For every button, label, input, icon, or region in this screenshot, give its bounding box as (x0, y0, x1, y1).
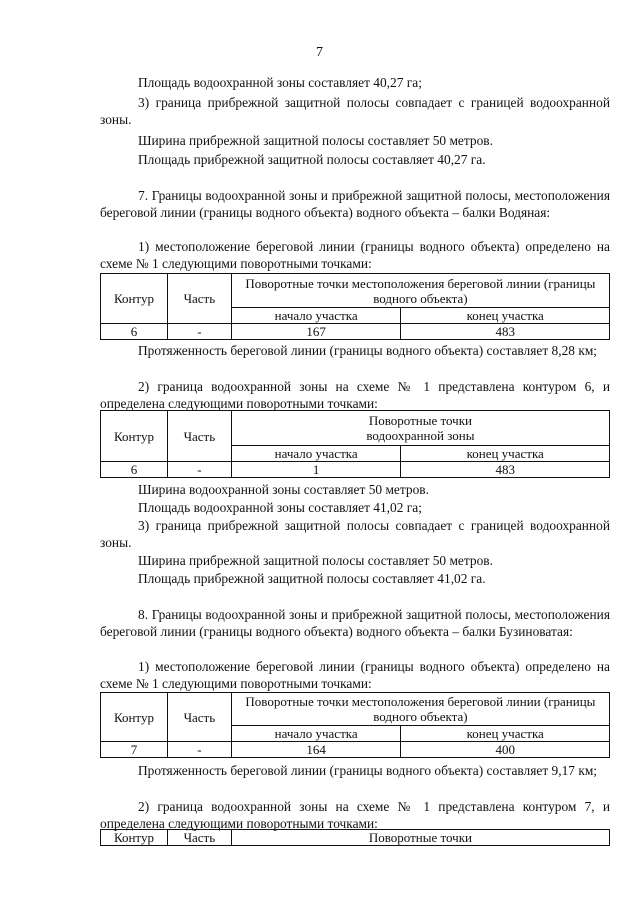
cell-start: 164 (231, 742, 401, 758)
col-end: конец участка (401, 446, 610, 462)
section-8-item-1: 1) местоположение береговой линии (границы водного объекта) определено на схеме № 1 следующими поворотными точками: (100, 659, 610, 692)
col-turning-points-line-1: Поворотные точки (368, 413, 472, 428)
cell-part: - (167, 742, 231, 758)
cell-part: - (167, 324, 231, 340)
cell-end: 483 (401, 324, 610, 340)
col-start: начало участка (231, 308, 401, 324)
col-turning-points (231, 411, 609, 446)
col-part: Часть (167, 411, 231, 462)
water-zone-area-text: Площадь водоохранной зоны составляет 40,27 га; (138, 75, 422, 90)
cell-end: 483 (401, 462, 610, 478)
cell-end: 400 (401, 742, 610, 758)
col-part: Часть (167, 693, 231, 742)
col-turning-points-line-2: водоохранной зоны (366, 428, 475, 443)
zone-width-text: Ширина водоохранной зоны составляет 50 метров. (138, 482, 429, 497)
table-row (101, 324, 610, 340)
col-turning-points: Поворотные точки местоположения береговой линии (границы водного объекта) (231, 693, 609, 726)
col-contour: Контур (101, 411, 168, 462)
col-contour: Контур (101, 274, 168, 324)
cell-contour: 7 (101, 742, 168, 758)
section-8-shoreline-table (100, 692, 610, 758)
strip-width-text: Ширина прибрежной защитной полосы составляет 50 метров. (138, 133, 493, 148)
col-turning-points: Поворотные точки (231, 830, 609, 846)
strip-area-text: Площадь прибрежной защитной полосы составляет 40,27 га. (138, 152, 486, 167)
section-8-heading: 8. Границы водоохранной зоны и прибрежной защитной полосы, местоположения береговой линии (границы водного объекта) водного объекта – балки Бузиноватая: (100, 607, 610, 640)
cell-contour: 6 (101, 462, 168, 478)
section-8-length: Протяженность береговой линии (границы водного объекта) составляет 9,17 км; (138, 763, 598, 778)
col-turning-points: Поворотные точки местоположения береговой линии (границы водного объекта) (231, 274, 609, 308)
section-7-item-1: 1) местоположение береговой линии (границы водного объекта) определено на схеме № 1 следующими поворотными точками: (100, 239, 610, 272)
section-7-item-2: 2) граница водоохранной зоны на схеме № 1 представлена контуром 6, и определена следующими поворотными точками: (100, 379, 610, 412)
table-row (101, 462, 610, 478)
col-contour: Контур (101, 830, 168, 846)
col-contour: Контур (101, 693, 168, 742)
section-7-strip-width: Ширина прибрежной защитной полосы составляет 50 метров. (138, 553, 493, 568)
section-8-item-2: 2) граница водоохранной зоны на схеме № 1 представлена контуром 7, и определена следующими поворотными точками: (100, 799, 610, 832)
cell-start: 1 (231, 462, 401, 478)
col-part: Часть (167, 830, 231, 846)
col-start: начало участка (231, 446, 401, 462)
zone-area-text: Площадь водоохранной зоны составляет 41,02 га; (138, 500, 422, 515)
page-number: 7 (316, 45, 323, 60)
section-7-water-zone-table (100, 410, 610, 478)
section-7-heading: 7. Границы водоохранной зоны и прибрежной защитной полосы, местоположения береговой линии (границы водного объекта) водного объекта – балки Водяная: (100, 188, 610, 221)
section-7-shoreline-table (100, 273, 610, 340)
section-7-length: Протяженность береговой линии (границы водного объекта) составляет 8,28 км; (138, 343, 598, 358)
section-8-water-zone-table (100, 829, 610, 846)
col-end: конец участка (401, 726, 610, 742)
cell-part: - (167, 462, 231, 478)
section-7-strip-area: Площадь прибрежной защитной полосы составляет 41,02 га. (138, 571, 486, 586)
cell-start: 167 (231, 324, 401, 340)
col-start: начало участка (231, 726, 401, 742)
item-3-text: 3) граница прибрежной защитной полосы совпадает с границей водоохранной зоны. (100, 95, 610, 128)
section-7-item-3: 3) граница прибрежной защитной полосы совпадает с границей водоохранной зоны. (100, 518, 610, 551)
cell-contour: 6 (101, 324, 168, 340)
col-part: Часть (167, 274, 231, 324)
table-row (101, 742, 610, 758)
col-end: конец участка (401, 308, 610, 324)
